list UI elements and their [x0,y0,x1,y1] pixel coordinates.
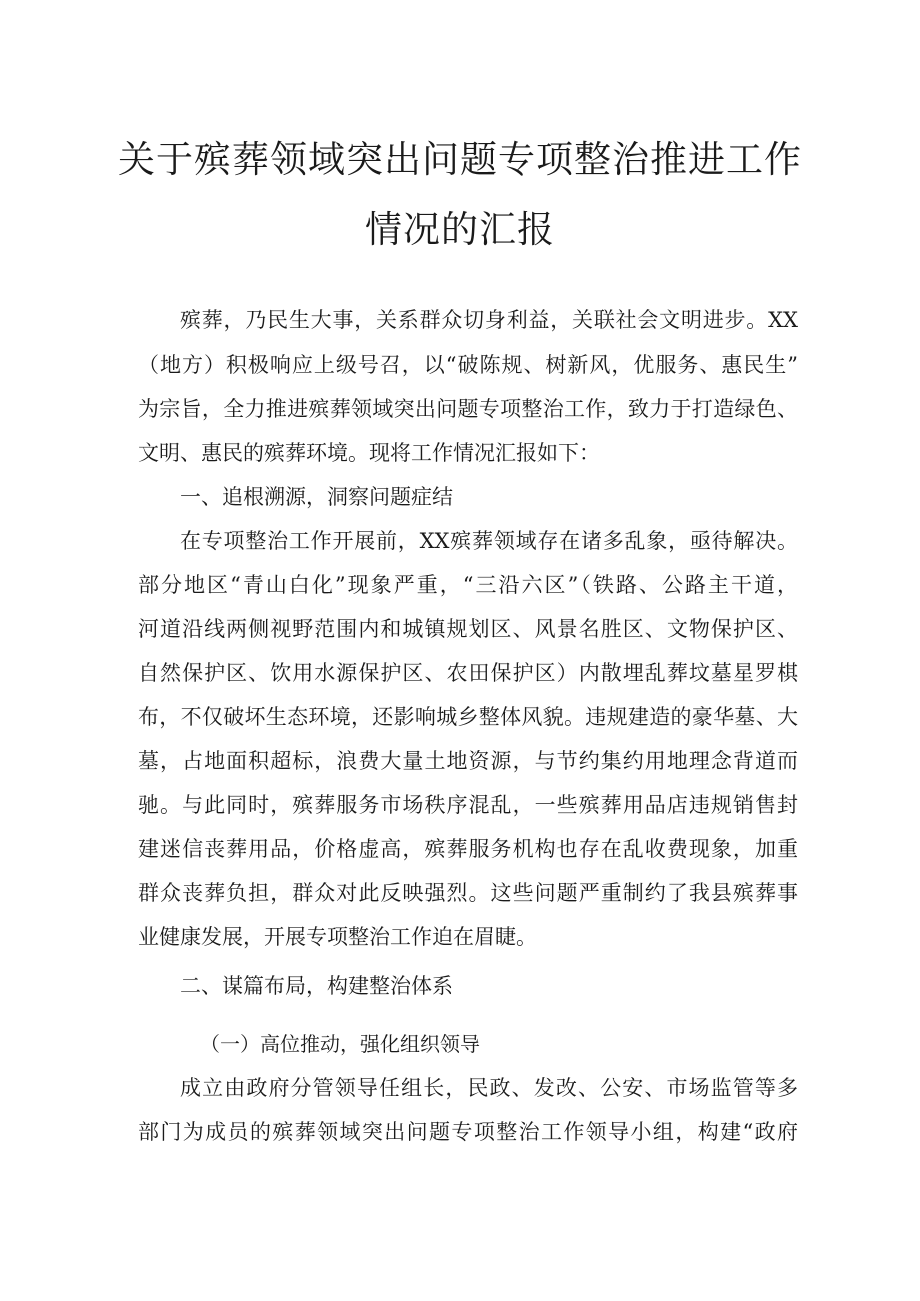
intro-line-1: 殡葬，乃民生大事，关系群众切身利益，关联社会文明进步。XX [180,308,798,332]
section-1-line-3: 河道沿线两侧视野范围内和城镇规划区、风景名胜区、文物保护区、 [138,617,798,641]
section-1-line-2: 部分地区“青山白化”现象严重，“三沿六区”（铁路、公路主干道， [138,573,798,597]
intro-line-4: 文明、惠民的殡葬环境。现将工作情况汇报如下： [138,441,600,465]
section-1-line-6: 墓，占地面积超标，浪费大量土地资源，与节约集约用地理念背道而 [138,749,798,773]
document-title-line-1: 关于殡葬领域突出问题专项整治推进工作 [118,138,802,181]
section-2-heading: 二、谋篇布局，构建整治体系 [180,974,453,998]
section-1-line-10: 业健康发展，开展专项整治工作迫在眉睫。 [138,925,537,949]
section-2-line-1: 成立由政府分管领导任组长，民政、发改、公安、市场监管等多 [180,1076,798,1100]
section-2-line-2: 部门为成员的殡葬领域突出问题专项整治工作领导小组，构建“政府 [138,1120,798,1144]
section-1-heading: 一、追根溯源，洞察问题症结 [180,485,453,509]
section-1-line-1: 在专项整治工作开展前，XX殡葬领域存在诸多乱象，亟待解决。 [180,529,798,553]
document-title-line-2: 情况的汇报 [365,208,555,251]
section-1-line-9: 群众丧葬负担，群众对此反映强烈。这些问题严重制约了我县殡葬事 [138,881,798,905]
section-1-line-5: 布，不仅破坏生态环境，还影响城乡整体风貌。违规建造的豪华墓、大 [138,705,798,729]
intro-line-2: （地方）积极响应上级号召，以“破陈规、树新风，优服务、惠民生” [138,353,798,377]
section-1-line-4: 自然保护区、饮用水源保护区、农田保护区）内散埋乱葬坟墓星罗棋 [138,661,798,685]
intro-line-3: 为宗旨，全力推进殡葬领域突出问题专项整治工作，致力于打造绿色、 [138,397,798,421]
section-1-line-8: 建迷信丧葬用品，价格虚高，殡葬服务机构也存在乱收费现象，加重 [138,837,798,861]
section-2-subheading: （一）高位推动，强化组织领导 [200,1032,480,1056]
section-1-line-7: 驰。与此同时，殡葬服务市场秩序混乱，一些殡葬用品店违规销售封 [138,793,798,817]
